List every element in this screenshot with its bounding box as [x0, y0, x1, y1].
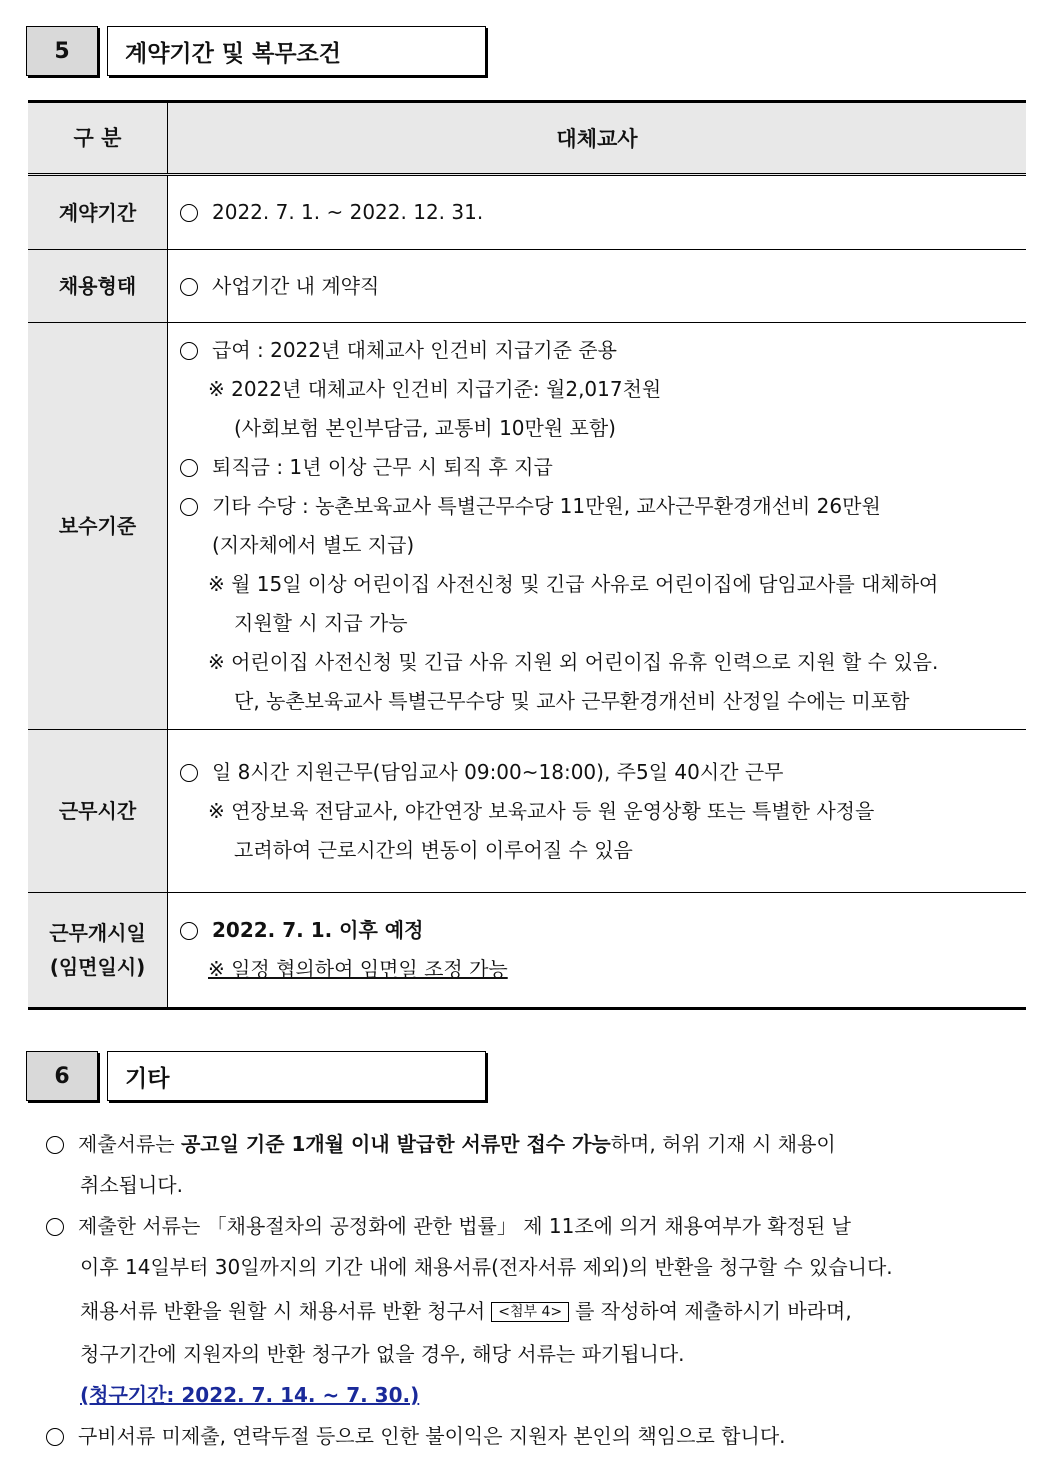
header-type: 대체교사 — [168, 102, 1027, 175]
text-line: ※ 연장보육 전담교사, 야간연장 보육교사 등 원 운영상황 또는 특별한 사정을 — [208, 798, 875, 823]
circle-bullet-icon — [180, 278, 198, 296]
circle-bullet-icon — [180, 204, 198, 222]
text-span: 제출서류는 — [78, 1132, 175, 1156]
start-date: 2022. 7. 1. 이후 예정 — [212, 918, 424, 942]
section-title: 계약기간 및 복무조건 — [107, 26, 486, 76]
label-line: (임면일시) — [49, 955, 146, 979]
section-title: 기타 — [107, 1051, 486, 1101]
text-line: 기타 수당 : 농촌보육교사 특별근무수당 11만원, 교사근무환경개선비 26만원 — [212, 494, 881, 518]
note-item — [46, 1206, 1026, 1247]
text-line: ※ 어린이집 사전신청 및 긴급 사유 지원 외 어린이집 유휴 인력으로 지원 할 수 있음. — [208, 650, 939, 674]
attachment-tag: <첨부 4> — [491, 1302, 569, 1322]
circle-bullet-icon — [180, 498, 198, 516]
notes-list — [46, 1124, 1026, 1457]
text-line: (지자체에서 별도 지급) — [212, 533, 415, 557]
text-line: 이후 14일부터 30일까지의 기간 내에 채용서류(전자서류 제외)의 반환을 청구할 수 있습니다. — [80, 1255, 893, 1279]
circle-bullet-icon — [46, 1218, 64, 1236]
text-line: 단, 농촌보육교사 특별근무수당 및 교사 근무환경개선비 산정일 수에는 미포함 — [234, 689, 910, 713]
text-line: 퇴직금 : 1년 이상 근무 시 퇴직 후 지급 — [212, 455, 553, 479]
section-number: 6 — [26, 1051, 98, 1101]
row-content — [168, 250, 1027, 323]
text-line: 구비서류 미제출, 연락두절 등으로 인한 불이익은 지원자 본인의 책임으로 합니다. — [78, 1424, 786, 1448]
contract-period: 2022. 7. 1. ~ 2022. 12. 31. — [212, 200, 484, 224]
row-content — [168, 323, 1027, 730]
table-row — [28, 175, 1026, 250]
section-number: 5 — [26, 26, 98, 76]
text-span: 채용서류 반환을 원할 시 채용서류 반환 청구서 — [80, 1299, 486, 1323]
bold-text: 공고일 기준 1개월 이내 발급한 서류만 접수 가능 — [180, 1132, 611, 1156]
table-row — [28, 323, 1026, 730]
row-content — [168, 893, 1027, 1009]
row-content — [168, 175, 1027, 250]
row-label — [28, 893, 168, 1009]
row-label: 계약기간 — [28, 175, 168, 250]
text-line: 급여 : 2022년 대체교사 인건비 지급기준 준용 — [212, 338, 617, 362]
text-line: ※ 일정 협의하여 임면일 조정 가능 — [208, 957, 508, 981]
row-content — [168, 730, 1027, 893]
text-line: ※ 2022년 대체교사 인건비 지급기준: 월2,017천원 — [208, 377, 662, 401]
table-row — [28, 730, 1026, 893]
conditions-table — [28, 100, 1026, 1010]
claim-period: (청구기간: 2022. 7. 14. ~ 7. 30.) — [80, 1383, 420, 1407]
table-row — [28, 250, 1026, 323]
table-header — [28, 102, 1026, 175]
text-line: 일 8시간 지원근무(담임교사 09:00~18:00), 주5일 40시간 근무 — [212, 759, 784, 784]
note-item — [46, 1416, 1026, 1457]
label-line: 근무개시일 — [49, 921, 146, 945]
circle-bullet-icon — [180, 342, 198, 360]
row-label: 채용형태 — [28, 250, 168, 323]
row-label: 보수기준 — [28, 323, 168, 730]
text-line: 고려하여 근로시간의 변동이 이루어질 수 있음 — [234, 837, 633, 862]
text-line: 지원할 시 지급 가능 — [234, 611, 408, 635]
text-line — [46, 1288, 1026, 1334]
table-row — [28, 893, 1026, 1009]
text-line: ※ 월 15일 이상 어린이집 사전신청 및 긴급 사유로 어린이집에 담임교사를 대체하여 — [208, 572, 939, 596]
text-line: 취소됩니다. — [80, 1173, 183, 1197]
text-line: 청구기간에 지원자의 반환 청구가 없을 경우, 해당 서류는 파기됩니다. — [80, 1342, 685, 1366]
circle-bullet-icon — [180, 459, 198, 477]
row-label: 근무시간 — [28, 730, 168, 893]
text-line: 제출한 서류는 「채용절차의 공정화에 관한 법률」 제 11조에 의거 채용여부가 확정된 날 — [78, 1214, 851, 1238]
text-span: 를 작성하여 제출하시기 바라며, — [575, 1299, 852, 1323]
circle-bullet-icon — [180, 764, 198, 782]
header-category: 구 분 — [28, 102, 168, 175]
text-line: (사회보험 본인부담금, 교통비 10만원 포함) — [234, 416, 616, 440]
text-span: 하며, 허위 기재 시 채용이 — [610, 1132, 836, 1156]
circle-bullet-icon — [46, 1136, 64, 1154]
circle-bullet-icon — [180, 922, 198, 940]
circle-bullet-icon — [46, 1428, 64, 1446]
note-item — [46, 1124, 1026, 1165]
employment-type: 사업기간 내 계약직 — [212, 273, 380, 298]
